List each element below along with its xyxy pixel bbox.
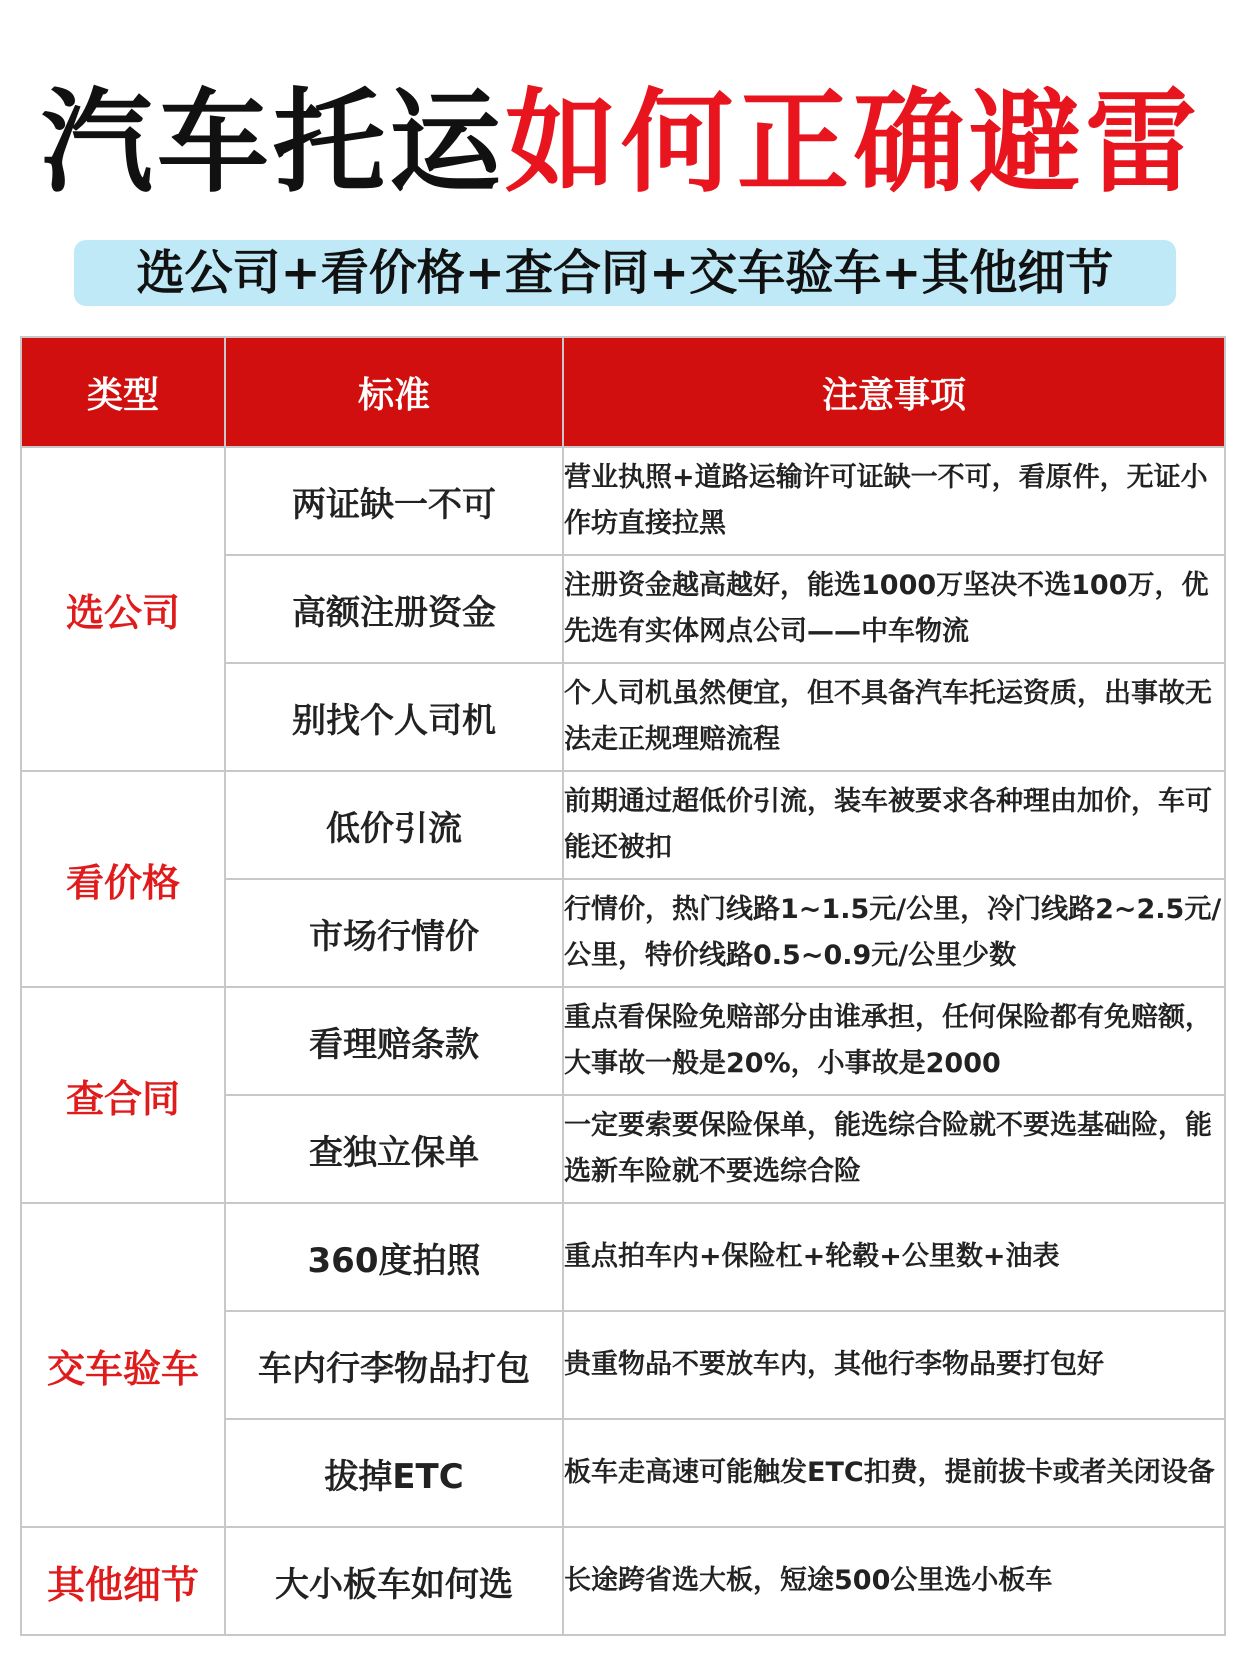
table-row (21, 771, 1225, 879)
subtitle-banner (74, 240, 1176, 306)
standard-cell: 大小板车如何选 (225, 1527, 563, 1635)
standard-cell: 拔掉ETC (225, 1419, 563, 1527)
table-header-row (21, 337, 1225, 447)
note-cell: 重点拍车内+保险杠+轮毂+公里数+油表 (563, 1203, 1225, 1311)
standard-cell: 360度拍照 (225, 1203, 563, 1311)
type-cell: 看价格 (21, 771, 225, 987)
standard-cell: 低价引流 (225, 771, 563, 879)
type-cell: 交车验车 (21, 1203, 225, 1527)
page-title-red: 如何正确避雷 (505, 78, 1201, 208)
standard-cell: 看理赔条款 (225, 987, 563, 1095)
page-title-black: 汽车托运 (41, 78, 505, 208)
type-cell: 其他细节 (21, 1527, 225, 1635)
type-cell: 查合同 (21, 987, 225, 1203)
note-cell: 板车走高速可能触发ETC扣费，提前拔卡或者关闭设备 (563, 1419, 1225, 1527)
tips-table (20, 336, 1226, 1636)
standard-cell: 高额注册资金 (225, 555, 563, 663)
header-notes: 注意事项 (563, 337, 1225, 447)
note-cell: 重点看保险免赔部分由谁承担，任何保险都有免赔额，大事故一般是20%，小事故是2000 (563, 987, 1225, 1095)
table-row (21, 987, 1225, 1095)
note-cell: 注册资金越高越好，能选1000万坚决不选100万，优先选有实体网点公司——中车物流 (563, 555, 1225, 663)
subtitle: 选公司+看价格+查合同+交车验车+其他细节 (136, 245, 1114, 301)
note-cell: 营业执照+道路运输许可证缺一不可，看原件，无证小作坊直接拉黑 (563, 447, 1225, 555)
type-cell: 选公司 (21, 447, 225, 771)
standard-cell: 查独立保单 (225, 1095, 563, 1203)
standard-cell: 两证缺一不可 (225, 447, 563, 555)
note-cell: 行情价，热门线路1~1.5元/公里，冷门线路2~2.5元/公里，特价线路0.5~0.9元/公里少数 (563, 879, 1225, 987)
note-cell: 长途跨省选大板，短途500公里选小板车 (563, 1527, 1225, 1635)
table-row (21, 1203, 1225, 1311)
note-cell: 一定要索要保险保单，能选综合险就不要选基础险，能选新车险就不要选综合险 (563, 1095, 1225, 1203)
header-type: 类型 (21, 337, 225, 447)
page-title (0, 78, 1242, 208)
standard-cell: 别找个人司机 (225, 663, 563, 771)
standard-cell: 市场行情价 (225, 879, 563, 987)
note-cell: 前期通过超低价引流，装车被要求各种理由加价，车可能还被扣 (563, 771, 1225, 879)
note-cell: 个人司机虽然便宜，但不具备汽车托运资质，出事故无法走正规理赔流程 (563, 663, 1225, 771)
header-standard: 标准 (225, 337, 563, 447)
note-cell: 贵重物品不要放车内，其他行李物品要打包好 (563, 1311, 1225, 1419)
standard-cell: 车内行李物品打包 (225, 1311, 563, 1419)
table-row (21, 1527, 1225, 1635)
table-row (21, 447, 1225, 555)
